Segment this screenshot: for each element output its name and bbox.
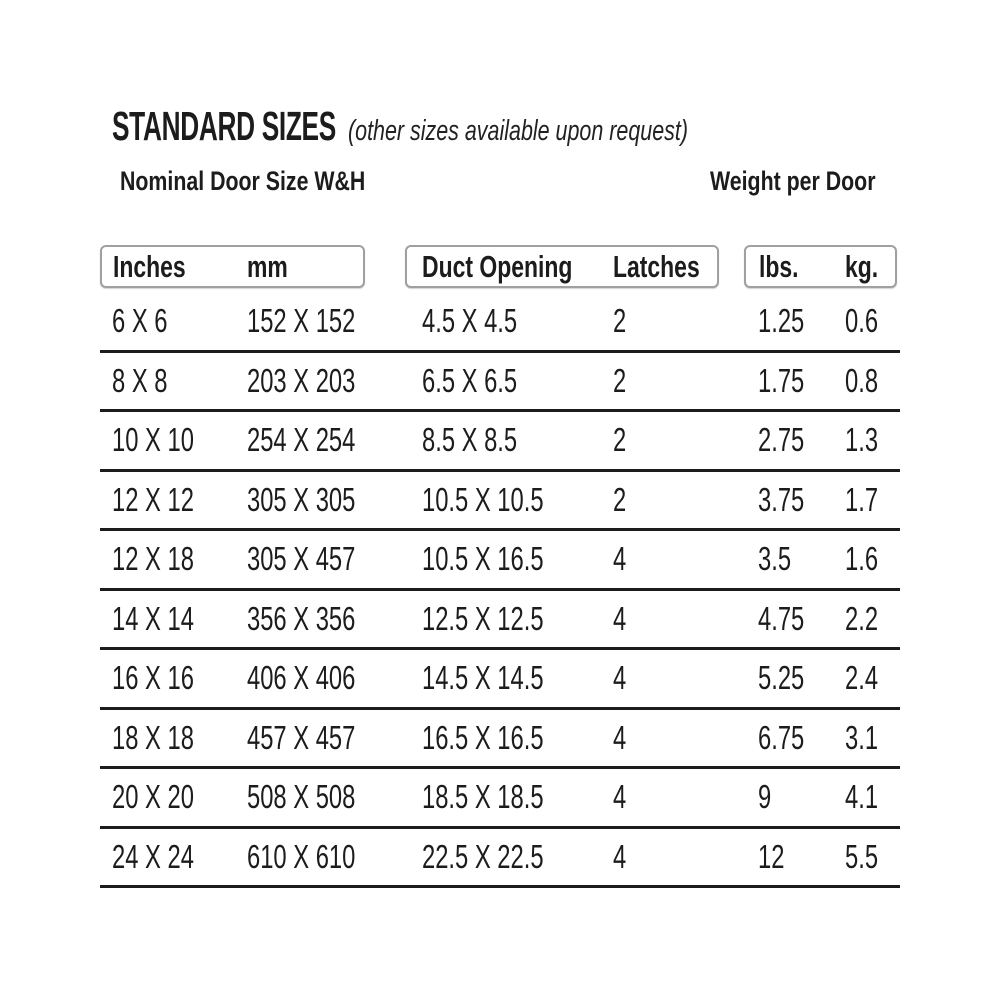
cell-inches: 20 X 20 — [112, 778, 194, 815]
cell-mm: 457 X 457 — [247, 718, 356, 756]
column-header-lbs: lbs. — [759, 249, 799, 284]
cell-duct-opening: 4.5 X 4.5 — [422, 302, 518, 339]
cell-latches: 4 — [613, 540, 627, 577]
cell-duct-opening: 10.5 X 16.5 — [422, 540, 544, 577]
cell-latches: 2 — [613, 421, 627, 458]
cell-duct-opening: 16.5 X 16.5 — [422, 718, 544, 756]
cell-duct-opening: 8.5 X 8.5 — [422, 421, 518, 458]
cell-mm: 254 X 254 — [247, 421, 356, 458]
table-row — [100, 829, 900, 889]
column-header-duct-opening: Duct Opening — [422, 249, 573, 284]
table-row — [100, 353, 900, 413]
column-header-inches: Inches — [113, 249, 186, 284]
cell-inches: 6 X 6 — [112, 302, 168, 339]
table-row — [100, 531, 900, 591]
cell-mm: 152 X 152 — [247, 302, 356, 339]
cell-inches: 14 X 14 — [112, 599, 194, 637]
cell-inches: 16 X 16 — [112, 659, 194, 696]
cell-duct-opening: 18.5 X 18.5 — [422, 778, 544, 815]
cell-inches: 12 X 18 — [112, 540, 194, 577]
table-row — [100, 710, 900, 770]
cell-kg: 5.5 — [845, 837, 879, 875]
cell-latches: 2 — [613, 302, 627, 339]
cell-latches: 2 — [613, 361, 627, 399]
cell-mm: 406 X 406 — [247, 659, 356, 696]
cell-mm: 305 X 457 — [247, 540, 356, 577]
cell-lbs: 3.75 — [758, 480, 805, 518]
cell-latches: 4 — [613, 659, 627, 696]
cell-lbs: 1.75 — [758, 361, 805, 399]
cell-duct-opening: 14.5 X 14.5 — [422, 659, 544, 696]
cell-kg: 1.7 — [845, 480, 879, 518]
cell-mm: 305 X 305 — [247, 480, 356, 518]
cell-mm: 610 X 610 — [247, 837, 356, 875]
cell-mm: 508 X 508 — [247, 778, 356, 815]
cell-inches: 8 X 8 — [112, 361, 168, 399]
table-row — [100, 650, 900, 710]
column-header-latches: Latches — [613, 249, 700, 284]
cell-kg: 2.4 — [845, 659, 879, 696]
cell-kg: 1.6 — [845, 540, 879, 577]
cell-lbs: 3.5 — [758, 540, 792, 577]
title-note: (other sizes available upon request) — [348, 115, 688, 147]
cell-lbs: 1.25 — [758, 302, 805, 339]
column-header-kg: kg. — [845, 249, 879, 284]
cell-duct-opening: 22.5 X 22.5 — [422, 837, 544, 875]
cell-kg: 1.3 — [845, 421, 879, 458]
sizes-table-body — [100, 293, 900, 888]
cell-mm: 356 X 356 — [247, 599, 356, 637]
cell-lbs: 4.75 — [758, 599, 805, 637]
cell-lbs: 2.75 — [758, 421, 805, 458]
cell-kg: 0.8 — [845, 361, 879, 399]
page-title: STANDARD SIZES — [112, 103, 336, 149]
cell-lbs: 5.25 — [758, 659, 805, 696]
cell-latches: 4 — [613, 778, 627, 815]
column-header-mm: mm — [247, 249, 288, 284]
cell-kg: 4.1 — [845, 778, 879, 815]
group-label-weight-per-door: Weight per Door — [710, 166, 876, 196]
cell-latches: 4 — [613, 718, 627, 756]
cell-kg: 0.6 — [845, 302, 879, 339]
table-row — [100, 412, 900, 472]
cell-lbs: 9 — [758, 778, 772, 815]
cell-inches: 10 X 10 — [112, 421, 194, 458]
cell-mm: 203 X 203 — [247, 361, 356, 399]
table-row — [100, 591, 900, 651]
table-row — [100, 293, 900, 353]
cell-inches: 24 X 24 — [112, 837, 194, 875]
cell-lbs: 12 — [758, 837, 785, 875]
cell-duct-opening: 6.5 X 6.5 — [422, 361, 518, 399]
cell-kg: 3.1 — [845, 718, 879, 756]
cell-latches: 4 — [613, 599, 627, 637]
cell-inches: 18 X 18 — [112, 718, 194, 756]
cell-kg: 2.2 — [845, 599, 879, 637]
group-label-nominal-door-size: Nominal Door Size W&H — [120, 166, 366, 196]
cell-duct-opening: 10.5 X 10.5 — [422, 480, 544, 518]
cell-latches: 4 — [613, 837, 627, 875]
cell-latches: 2 — [613, 480, 627, 518]
cell-duct-opening: 12.5 X 12.5 — [422, 599, 544, 637]
cell-lbs: 6.75 — [758, 718, 805, 756]
table-row — [100, 769, 900, 829]
cell-inches: 12 X 12 — [112, 480, 194, 518]
table-row — [100, 472, 900, 532]
